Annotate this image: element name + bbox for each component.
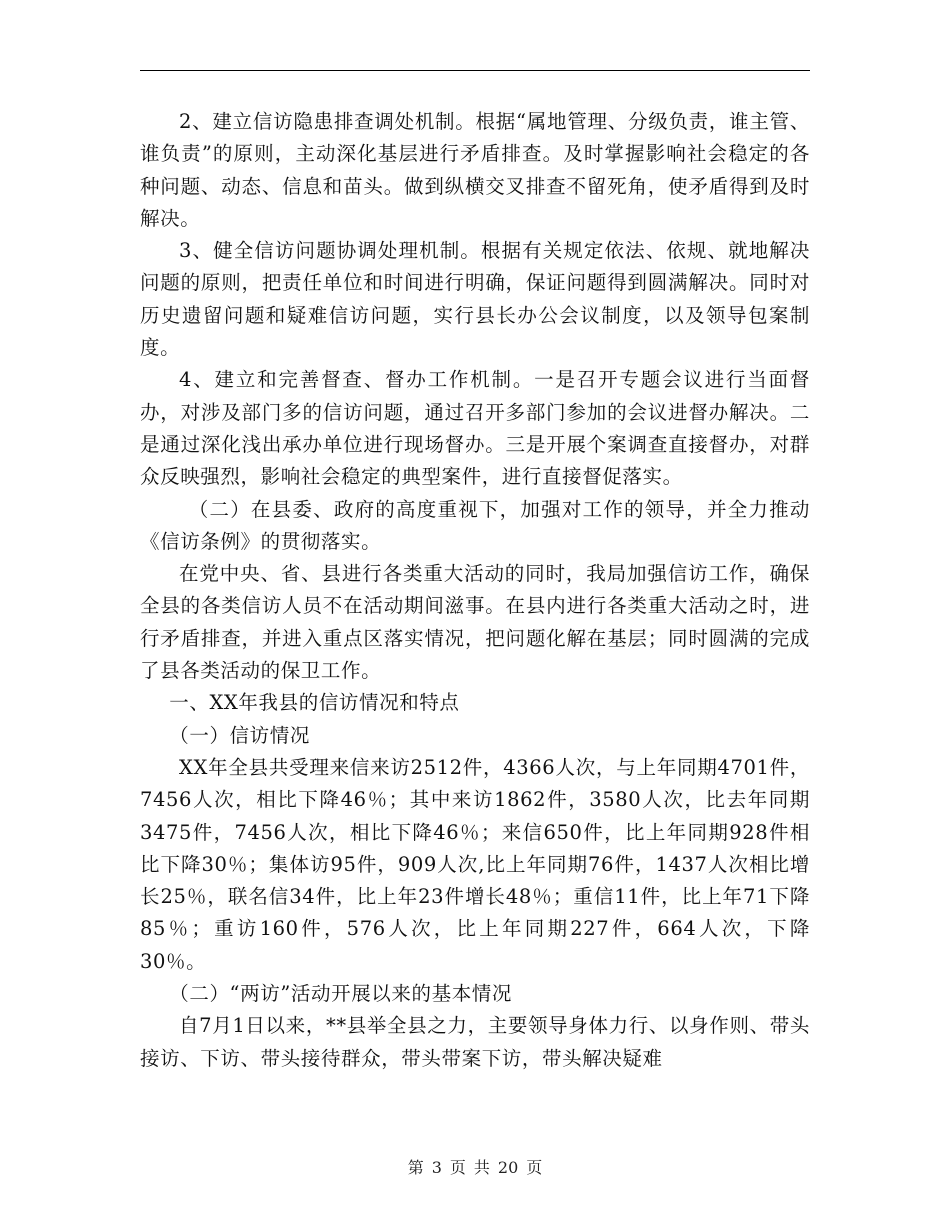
page-footer (0, 1155, 950, 1178)
document-body (140, 106, 810, 1075)
section-heading-2: （二）在县委、政府的高度重视下，加强对工作的领导，并全力推动《信访条例》的贯彻落实。 (140, 497, 810, 553)
section-heading-petition-status: （一）信访情况 (169, 723, 310, 747)
footer-suffix: 页 (526, 1158, 543, 1177)
footer-total-pages: 20 (497, 1158, 519, 1177)
footer-prefix: 第 (407, 1158, 424, 1177)
footer-page-word: 页 (449, 1158, 466, 1177)
chapter-heading-1: 一、XX年我县的信访情况和特点 (169, 691, 460, 715)
paragraph-statistics: XX年全县共受理来信来访2512件，4366人次，与上年同期4701件，7456人次，相比下降46％；其中来访1862件，3580人次，比去年同期3475件，7456人次，相比下降46％；来信650件，比上年同期928件相比下降30％；集体访95件，909人次,比上年同期76件，1437人次相比增长25％，联名信34件，比上年23件增长48％；重信11件，比上年71下降85％；重访160件，576人次，比上年同期227件，664人次，下降30％。 (140, 755, 810, 973)
paragraph-3-mechanism: 3、健全信访问题协调处理机制。根据有关规定依法、依规、就地解决问题的原则，把责任单位和时间进行明确，保证问题得到圆满解决。同时对历史遗留问题和疑难信访问题，实行县长办公会议制度，以及领导包案制度。 (140, 239, 810, 360)
footer-current-page: 3 (431, 1158, 442, 1177)
section-heading-two-visits: （二）“两访”活动开展以来的基本情况 (169, 982, 512, 1006)
footer-total-word: 共 (473, 1158, 490, 1177)
paragraph-since-july: 自7月1日以来，**县举全县之力，主要领导身体力行、以身作则、带头接访、下访、带头接待群众，带头带案下访，带头解决疑难 (140, 1014, 810, 1070)
paragraph-4-mechanism: 4、建立和完善督查、督办工作机制。一是召开专题会议进行当面督办，对涉及部门多的信访问题，通过召开多部门参加的会议进督办解决。二是通过深化浅出承办单位进行现场督办。三是开展个案调查直接督办，对群众反映强烈，影响社会稳定的典型案件，进行直接督促落实。 (140, 368, 810, 489)
header-rule (140, 70, 810, 71)
paragraph-major-activities: 在党中央、省、县进行各类重大活动的同时，我局加强信访工作，确保全县的各类信访人员不在活动期间滋事。在县内进行各类重大活动之时，进行矛盾排查，并进入重点区落实情况，把问题化解在基层；同时圆满的完成了县各类活动的保卫工作。 (140, 562, 810, 683)
paragraph-2-mechanism: 2、建立信访隐患排查调处机制。根据“属地管理、分级负责，谁主管、谁负责”的原则，主动深化基层进行矛盾排查。及时掌握影响社会稳定的各种问题、动态、信息和苗头。做到纵横交叉排查不留死角，使矛盾得到及时解决。 (140, 110, 810, 230)
